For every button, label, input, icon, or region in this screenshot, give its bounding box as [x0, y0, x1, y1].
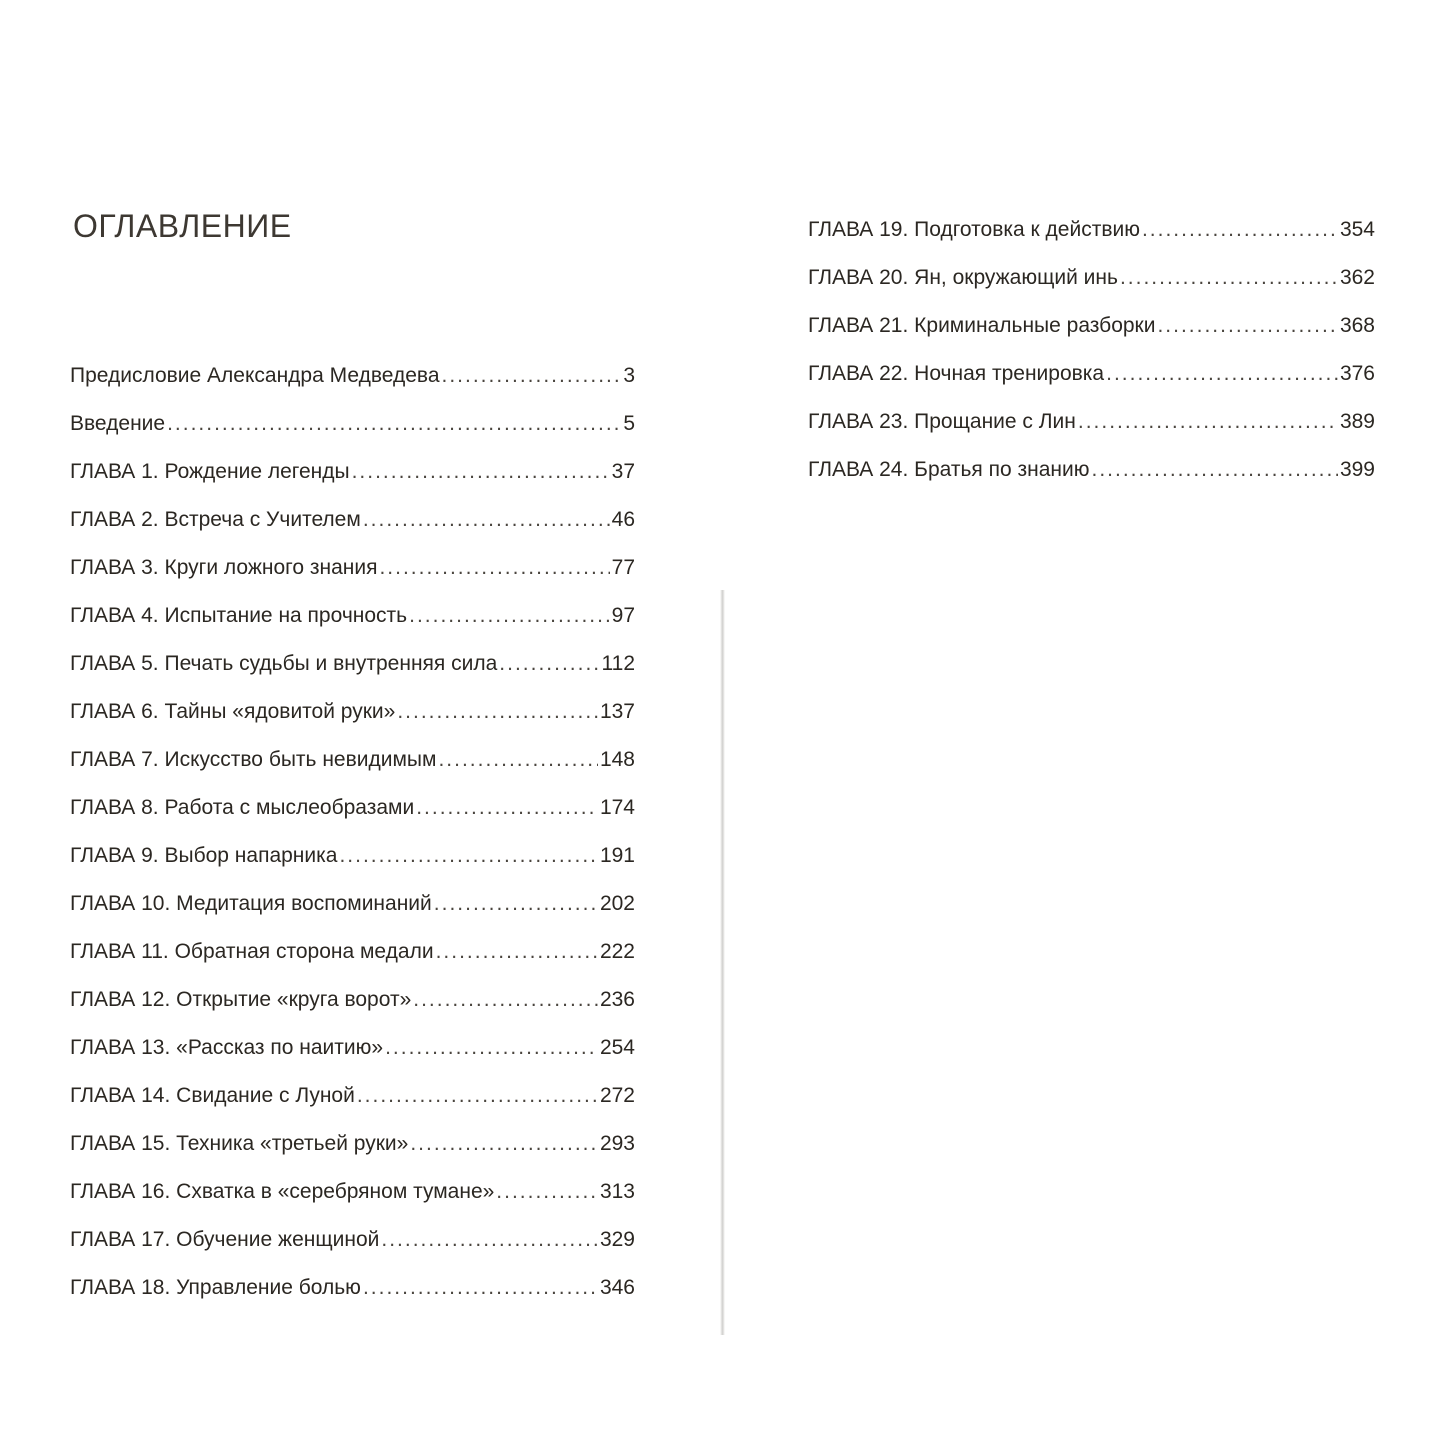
toc-entry-page-number: 313 — [599, 1180, 635, 1203]
toc-entry-page-number: 368 — [1339, 314, 1375, 337]
toc-entry — [808, 218, 1375, 266]
dot-leader — [352, 460, 610, 484]
toc-entry-page-number: 236 — [599, 988, 635, 1011]
toc-entry — [808, 266, 1375, 314]
toc-entry-label: ГЛАВА 9. Выбор напарника — [70, 844, 338, 867]
toc-entry-page-number: 77 — [611, 556, 635, 579]
toc-entry-page-number: 191 — [599, 844, 635, 867]
toc-entry-page-number: 37 — [611, 460, 635, 483]
dot-leader — [363, 1276, 598, 1300]
toc-entry — [70, 1084, 635, 1132]
toc-entry — [70, 1276, 635, 1324]
dot-leader — [1106, 362, 1338, 386]
toc-entry-page-number: 354 — [1339, 218, 1375, 241]
dot-leader — [397, 700, 598, 724]
toc-entry-page-number: 293 — [599, 1132, 635, 1155]
toc-entry-label: Предисловие Александра Медведева — [70, 364, 440, 387]
toc-entry-page-number: 3 — [623, 364, 635, 387]
toc-entry-page-number: 399 — [1339, 458, 1375, 481]
dot-leader — [434, 892, 598, 916]
dot-leader — [1091, 458, 1337, 482]
toc-entry-page-number: 97 — [611, 604, 635, 627]
toc-entry-page-number: 346 — [599, 1276, 635, 1299]
toc-entry — [808, 362, 1375, 410]
toc-entry-label: ГЛАВА 4. Испытание на прочность — [70, 604, 408, 627]
dot-leader — [363, 508, 610, 532]
toc-entry-label: ГЛАВА 11. Обратная сторона медали — [70, 940, 434, 963]
toc-entry — [70, 412, 635, 460]
toc-entry-page-number: 148 — [599, 748, 635, 771]
toc-entry-label: ГЛАВА 6. Тайны «ядовитой руки» — [70, 700, 396, 723]
dot-leader — [442, 364, 622, 388]
toc-entry — [70, 652, 635, 700]
toc-entry — [70, 460, 635, 508]
toc-entry — [70, 1180, 635, 1228]
toc-entry-label: ГЛАВА 22. Ночная тренировка — [808, 362, 1105, 385]
toc-entry-page-number: 329 — [599, 1228, 635, 1251]
dot-leader — [1078, 410, 1338, 434]
toc-entry — [808, 458, 1375, 506]
toc-entry — [70, 844, 635, 892]
toc-entry-label: ГЛАВА 23. Прощание с Лин — [808, 410, 1076, 433]
toc-entry-label: ГЛАВА 16. Схватка в «серебряном тумане» — [70, 1180, 495, 1203]
toc-entry-page-number: 389 — [1339, 410, 1375, 433]
toc-left-column — [70, 364, 635, 1324]
toc-entry — [70, 892, 635, 940]
dot-leader — [438, 748, 598, 772]
toc-entry-label: ГЛАВА 15. Техника «третьей руки» — [70, 1132, 409, 1155]
dot-leader — [381, 1228, 598, 1252]
toc-entry-page-number: 137 — [599, 700, 635, 723]
toc-entry-page-number: 5 — [623, 412, 635, 435]
dot-leader — [410, 1132, 598, 1156]
dot-leader — [357, 1084, 598, 1108]
toc-entry-page-number: 112 — [601, 652, 635, 675]
toc-entry-label: ГЛАВА 18. Управление болью — [70, 1276, 361, 1299]
toc-right-column — [808, 218, 1375, 506]
dot-leader — [499, 652, 599, 676]
dot-leader — [339, 844, 597, 868]
toc-entry-page-number: 362 — [1339, 266, 1375, 289]
toc-entry — [808, 314, 1375, 362]
toc-entry-page-number: 222 — [599, 940, 635, 963]
dot-leader — [436, 940, 598, 964]
toc-entry-label: ГЛАВА 17. Обучение женщиной — [70, 1228, 380, 1251]
toc-entry-label: ГЛАВА 1. Рождение легенды — [70, 460, 350, 483]
toc-entry — [70, 796, 635, 844]
toc-entry-label: Введение — [70, 412, 166, 435]
toc-entry — [70, 700, 635, 748]
toc-entry — [70, 940, 635, 988]
toc-entry-label: ГЛАВА 3. Круги ложного знания — [70, 556, 378, 579]
page-gutter — [720, 590, 725, 1335]
dot-leader — [1157, 314, 1337, 338]
toc-entry-label: ГЛАВА 19. Подготовка к действию — [808, 218, 1140, 241]
toc-title: ОГЛАВЛЕНИЕ — [73, 208, 292, 244]
toc-entry-page-number: 46 — [611, 508, 635, 531]
toc-entry-label: ГЛАВА 8. Работа с мыслеобразами — [70, 796, 415, 819]
dot-leader — [1142, 218, 1338, 242]
toc-entry-page-number: 254 — [599, 1036, 635, 1059]
toc-entry — [808, 410, 1375, 458]
toc-entry-label: ГЛАВА 14. Свидание с Луной — [70, 1084, 355, 1107]
toc-entry — [70, 988, 635, 1036]
toc-entry-page-number: 272 — [599, 1084, 635, 1107]
toc-entry-page-number: 202 — [599, 892, 635, 915]
toc-entry — [70, 508, 635, 556]
dot-leader — [1120, 266, 1338, 290]
toc-entry-label: ГЛАВА 21. Криминальные разборки — [808, 314, 1156, 337]
toc-entry-page-number: 174 — [599, 796, 635, 819]
dot-leader — [413, 988, 598, 1012]
toc-entry-label: ГЛАВА 12. Открытие «круга ворот» — [70, 988, 412, 1011]
dot-leader — [416, 796, 598, 820]
toc-entry — [70, 1036, 635, 1084]
dot-leader — [409, 604, 610, 628]
toc-entry — [70, 364, 635, 412]
toc-entry-label: ГЛАВА 20. Ян, окружающий инь — [808, 266, 1118, 289]
toc-entry-label: ГЛАВА 24. Братья по знанию — [808, 458, 1090, 481]
toc-entry-label: ГЛАВА 7. Искусство быть невидимым — [70, 748, 437, 771]
dot-leader — [379, 556, 609, 580]
toc-entry — [70, 604, 635, 652]
dot-leader — [385, 1036, 598, 1060]
dot-leader — [496, 1180, 598, 1204]
toc-entry — [70, 1132, 635, 1180]
toc-entry-label: ГЛАВА 2. Встреча с Учителем — [70, 508, 361, 531]
toc-entry — [70, 1228, 635, 1276]
toc-entry-page-number: 376 — [1339, 362, 1375, 385]
toc-entry — [70, 748, 635, 796]
toc-entry-label: ГЛАВА 13. «Рассказ по наитию» — [70, 1036, 384, 1059]
dot-leader — [167, 412, 621, 436]
toc-entry-label: ГЛАВА 10. Медитация воспоминаний — [70, 892, 432, 915]
toc-entry-label: ГЛАВА 5. Печать судьбы и внутренняя сила — [70, 652, 498, 675]
toc-entry — [70, 556, 635, 604]
